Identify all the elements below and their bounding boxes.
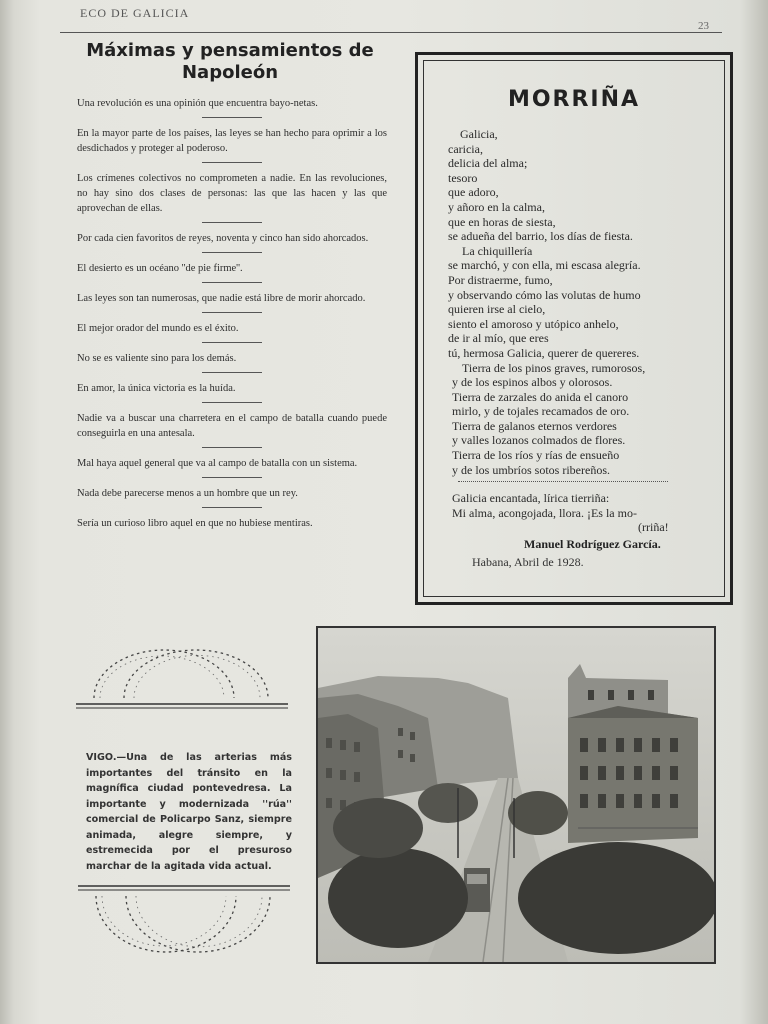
- maxim-item: En amor, la única victoria es la huída.: [77, 383, 236, 394]
- poem-lines: [448, 127, 728, 535]
- maxim-item: El mejor orador del mundo es el éxito.: [77, 323, 239, 334]
- maxim-separator: [202, 342, 262, 343]
- ornament-arc: [102, 896, 226, 946]
- caption-place: VIGO.: [86, 752, 117, 763]
- poem-place-date: Habana, Abril de 1928.: [472, 555, 584, 569]
- ornament-arc: [100, 656, 224, 698]
- poem-box: [415, 52, 733, 605]
- trees-left-far: [333, 798, 423, 858]
- poem-line: se adueña del barrio, los días de fiesta.: [448, 229, 633, 244]
- ornament-arc: [126, 896, 270, 952]
- maxim-separator: [202, 507, 262, 508]
- page-number: 23: [698, 20, 709, 32]
- maxim-separator: [202, 117, 262, 118]
- poem-line: y añoro en la calma,: [448, 199, 545, 214]
- poem-line: (rriña!: [638, 520, 669, 535]
- poem-line: La chiquillería: [462, 243, 533, 258]
- trees-right-mid: [508, 791, 568, 835]
- poem-line: quieren irse al cielo,: [448, 302, 546, 317]
- poem-line: que en horas de siesta,: [448, 214, 556, 229]
- poem-line: Por distraerme, fumo,: [448, 272, 553, 287]
- poem-line: Tierra de zarzales do anida el canoro: [452, 389, 629, 404]
- poem-title: MORRIÑA: [507, 87, 641, 112]
- maxim-item: Por cada cien favoritos de reyes, noventa y cinco han sido ahorcados.: [77, 233, 369, 244]
- maxim-item: Una revolución es una opinión que encuentra bayo-netas.: [77, 98, 318, 109]
- article-title-line1: Máximas y pensamientos de: [86, 40, 374, 61]
- poem-line: se marchó, y con ella, mi escasa alegría.: [448, 258, 641, 273]
- maxim-item: El desierto es un océano ''de pie firme''.: [77, 263, 243, 274]
- vigo-street-photo: [316, 626, 716, 964]
- maxim-separator: [202, 162, 262, 163]
- maxim-separator: [202, 252, 262, 253]
- poem-line: y observando cómo las volutas de humo: [448, 287, 641, 302]
- poem-line: Tierra de galanos eternos verdores: [452, 418, 617, 433]
- trees-left: [328, 848, 468, 948]
- article-title-line2: Napoleón: [181, 62, 279, 83]
- poem-line: delicia del alma;: [448, 156, 528, 171]
- header-rule: [60, 32, 722, 33]
- photo-caption: [86, 750, 292, 874]
- maxim-item: Nada debe parecerse menos a un hombre que un rey.: [77, 488, 298, 499]
- maxims-list: [77, 96, 387, 531]
- caption-text: —Una de las arterias más importantes del tránsito en la magnífica ciudad pontevedresa. La importante y modernizada ''rúa'' comercial de Policarpo Sanz, siempre animada, alegre siempre, y estremecida por el presuroso marchar de la agitada vida actual.: [86, 752, 292, 872]
- ornament-arc: [124, 650, 268, 698]
- poem-line: siento el amoroso y utópico anhelo,: [448, 316, 619, 331]
- maxim-item: Mal haya aquel general que va al campo de batalla con un sistema.: [77, 458, 358, 469]
- poem-line: mirlo, y de tojales recamados de oro.: [452, 404, 630, 419]
- maxim-item: Sería un curioso libro aquel en que no hubiese mentiras.: [77, 518, 313, 529]
- maxim-separator: [202, 402, 262, 403]
- maxim-separator: [202, 282, 262, 283]
- maxim-item: Las leyes son tan numerosas, que nadie está libre de morir ahorcado.: [77, 293, 366, 304]
- poem-line: Galicia,: [460, 127, 498, 141]
- maxim-separator: [202, 222, 262, 223]
- poem-line: Mi alma, acongojada, llora. ¡Es la mo-: [452, 505, 637, 520]
- ornament-arc: [96, 896, 236, 952]
- poem-author: Manuel Rodríguez García.: [524, 537, 661, 551]
- poem-line: Galicia encantada, lírica tierriña:: [452, 491, 610, 506]
- poem-line: y valles lozanos colmados de flores.: [452, 433, 626, 448]
- maxim-separator: [202, 372, 262, 373]
- trees-left-mid: [418, 783, 478, 823]
- poem-line: tesoro: [448, 170, 478, 185]
- maxim-item: Nadie va a buscar una charretera en el campo de batalla cuando puede conseguirla en una antesala.: [77, 413, 387, 439]
- poem-line: de ir al mío, que eres: [448, 331, 549, 346]
- maxim-item: No se es valiente sino para los demás.: [77, 353, 237, 364]
- maxim-separator: [202, 477, 262, 478]
- maxim-separator: [202, 312, 262, 313]
- top-ornament: [76, 640, 292, 716]
- article-title: [70, 40, 390, 84]
- photo-image: [318, 628, 714, 962]
- trees-right: [518, 842, 714, 954]
- maxim-item: En la mayor parte de los países, las leyes se han hecho para oprimir a los desdichados y proteger al poderoso.: [77, 128, 387, 154]
- poem-line: Tierra de los pinos graves, rumorosos,: [462, 360, 646, 375]
- poem-line: y de los espinos albos y olorosos.: [452, 375, 613, 390]
- poem-line: tú, hermosa Galicia, querer de quereres.: [448, 345, 640, 360]
- running-header: ECO DE GALICIA: [80, 6, 190, 20]
- poem-line: que adoro,: [448, 185, 499, 200]
- poem-line: y de los umbríos sotos ribereños.: [452, 462, 610, 477]
- ornament-arc: [136, 896, 262, 947]
- poem-line: Tierra de los ríos y rías de ensueño: [452, 448, 620, 463]
- bottom-ornament: [78, 880, 294, 960]
- maxim-item: Los crímenes colectivos no comprometen a nadie. En las revoluciones, no hay sino dos clases de personas: las que las hacen y las que aprovechan de ellas.: [77, 173, 387, 214]
- poem-dotted-separator: [458, 481, 668, 482]
- tram-window: [467, 874, 487, 884]
- maxim-separator: [202, 447, 262, 448]
- ornament-arc: [134, 655, 260, 698]
- poem-line: caricia,: [448, 141, 483, 156]
